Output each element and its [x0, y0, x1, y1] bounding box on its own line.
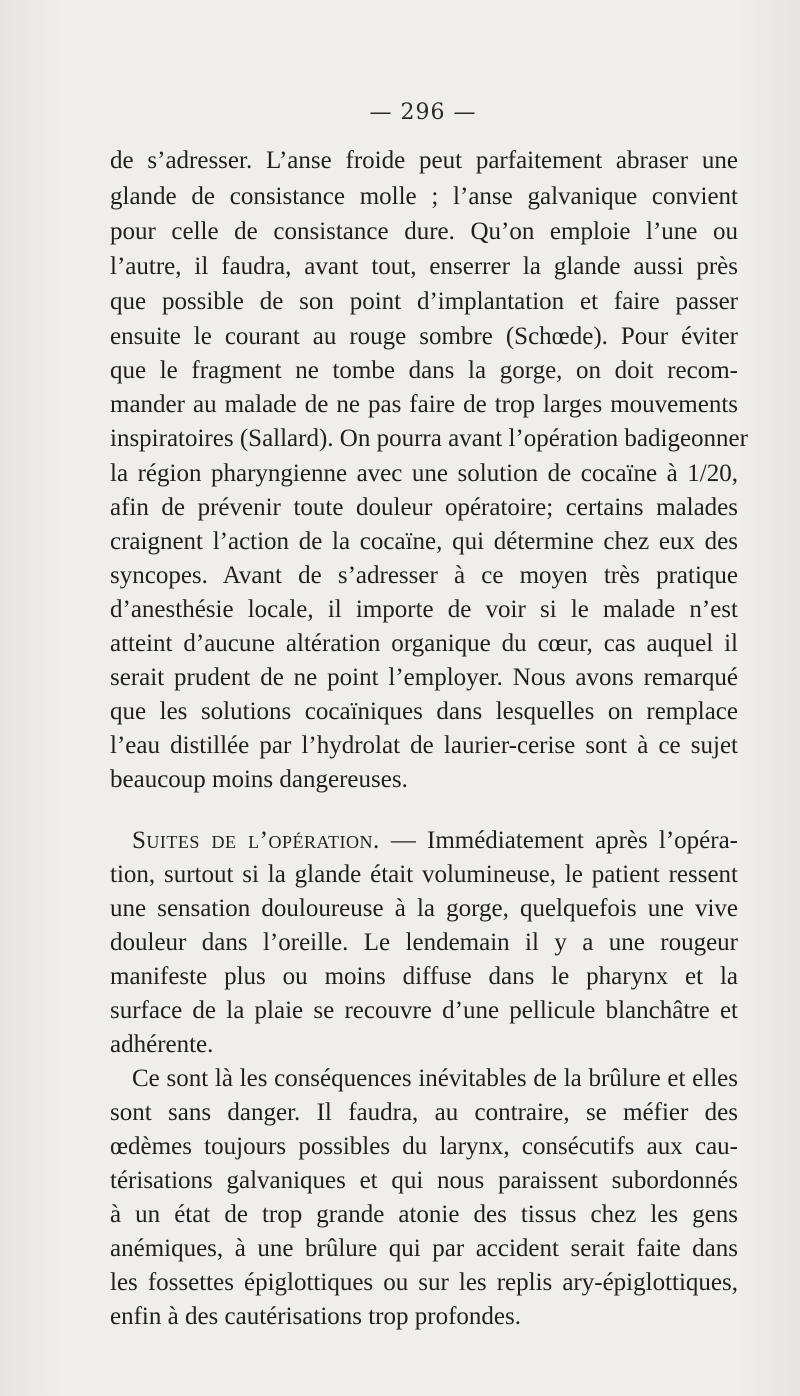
text-line: — Immédiatement après l’opéra-: [379, 827, 739, 854]
text-line: l’eau distillée par l’hydrolat de laurier-cerise sont à ce sujet: [110, 732, 738, 759]
text-line: la région pharyngienne avec une solution de cocaïne à 1/20,: [110, 460, 738, 487]
text-line: anémiques, à une brûlure qui par accident serait faite dans: [110, 1235, 738, 1262]
text-line: mander au malade de ne pas faire de trop larges mouvements: [110, 391, 738, 418]
text-line: térisations galvaniques et qui nous paraissent subordonnés: [110, 1167, 738, 1194]
text-line: glande de consistance molle ; l’anse galvanique convient: [110, 183, 738, 210]
text-line: manifeste plus ou moins diffuse dans le pharynx et la: [110, 963, 738, 990]
section-first-line: [132, 824, 738, 858]
text-line: syncopes. Avant de s’adresser à ce moyen très pratique: [110, 562, 738, 589]
text-line: ensuite le courant au rouge sombre (Schœde). Pour éviter: [110, 323, 738, 350]
text-line: de s’adresser. L’anse froide peut parfaitement abraser une: [110, 147, 738, 174]
text-line: afin de prévenir toute douleur opératoire; certains malades: [110, 494, 738, 521]
page-number: — 296 —: [369, 100, 477, 125]
text-line: inspiratoires (Sallard). On pourra avant l’opération badigeonner: [110, 425, 748, 452]
text-line: œdèmes toujours possibles du larynx, consécutifs aux cau-: [110, 1133, 738, 1160]
text-line: Ce sont là les conséquences inévitables de la brûlure et elles: [132, 1065, 738, 1092]
section-heading: Suites de l’opération.: [132, 827, 380, 854]
text-line: pour celle de consistance dure. Qu’on emploie l’une ou: [110, 218, 738, 245]
text-line: une sensation douloureuse à la gorge, quelquefois une vive: [110, 895, 738, 922]
text-line: sont sans danger. Il faudra, au contraire, se méfier des: [110, 1099, 738, 1126]
text-line: d’anesthésie locale, il importe de voir si le malade n’est: [110, 596, 738, 623]
text-line: que possible de son point d’implantation et faire passer: [110, 288, 738, 315]
text-line: atteint d’aucune altération organique du cœur, cas auquel il: [110, 630, 738, 657]
text-line: surface de la plaie se recouvre d’une pellicule blanchâtre et: [110, 997, 738, 1024]
text-line: craignent l’action de la cocaïne, qui détermine chez eux des: [110, 528, 738, 555]
text-line: tion, surtout si la glande était volumineuse, le patient ressent: [110, 861, 738, 888]
text-line: les fossettes épiglottiques ou sur les replis ary-épiglottiques,: [110, 1269, 738, 1296]
text-line: douleur dans l’oreille. Le lendemain il y a une rougeur: [110, 929, 738, 956]
text-line: enfin à des cautérisations trop profondes.: [110, 1303, 521, 1330]
text-line: beaucoup moins dangereuses.: [110, 766, 408, 793]
text-line: à un état de trop grande atonie des tissus chez les gens: [110, 1201, 738, 1228]
text-line: serait prudent de ne point l’employer. Nous avons remarqué: [110, 664, 738, 691]
text-line: l’autre, il faudra, avant tout, enserrer la glande aussi près: [110, 253, 738, 280]
text-line: que le fragment ne tombe dans la gorge, on doit recom-: [110, 357, 738, 384]
text-line: adhérente.: [110, 1031, 214, 1058]
text-line: que les solutions cocaïniques dans lesquelles on remplace: [110, 698, 738, 725]
